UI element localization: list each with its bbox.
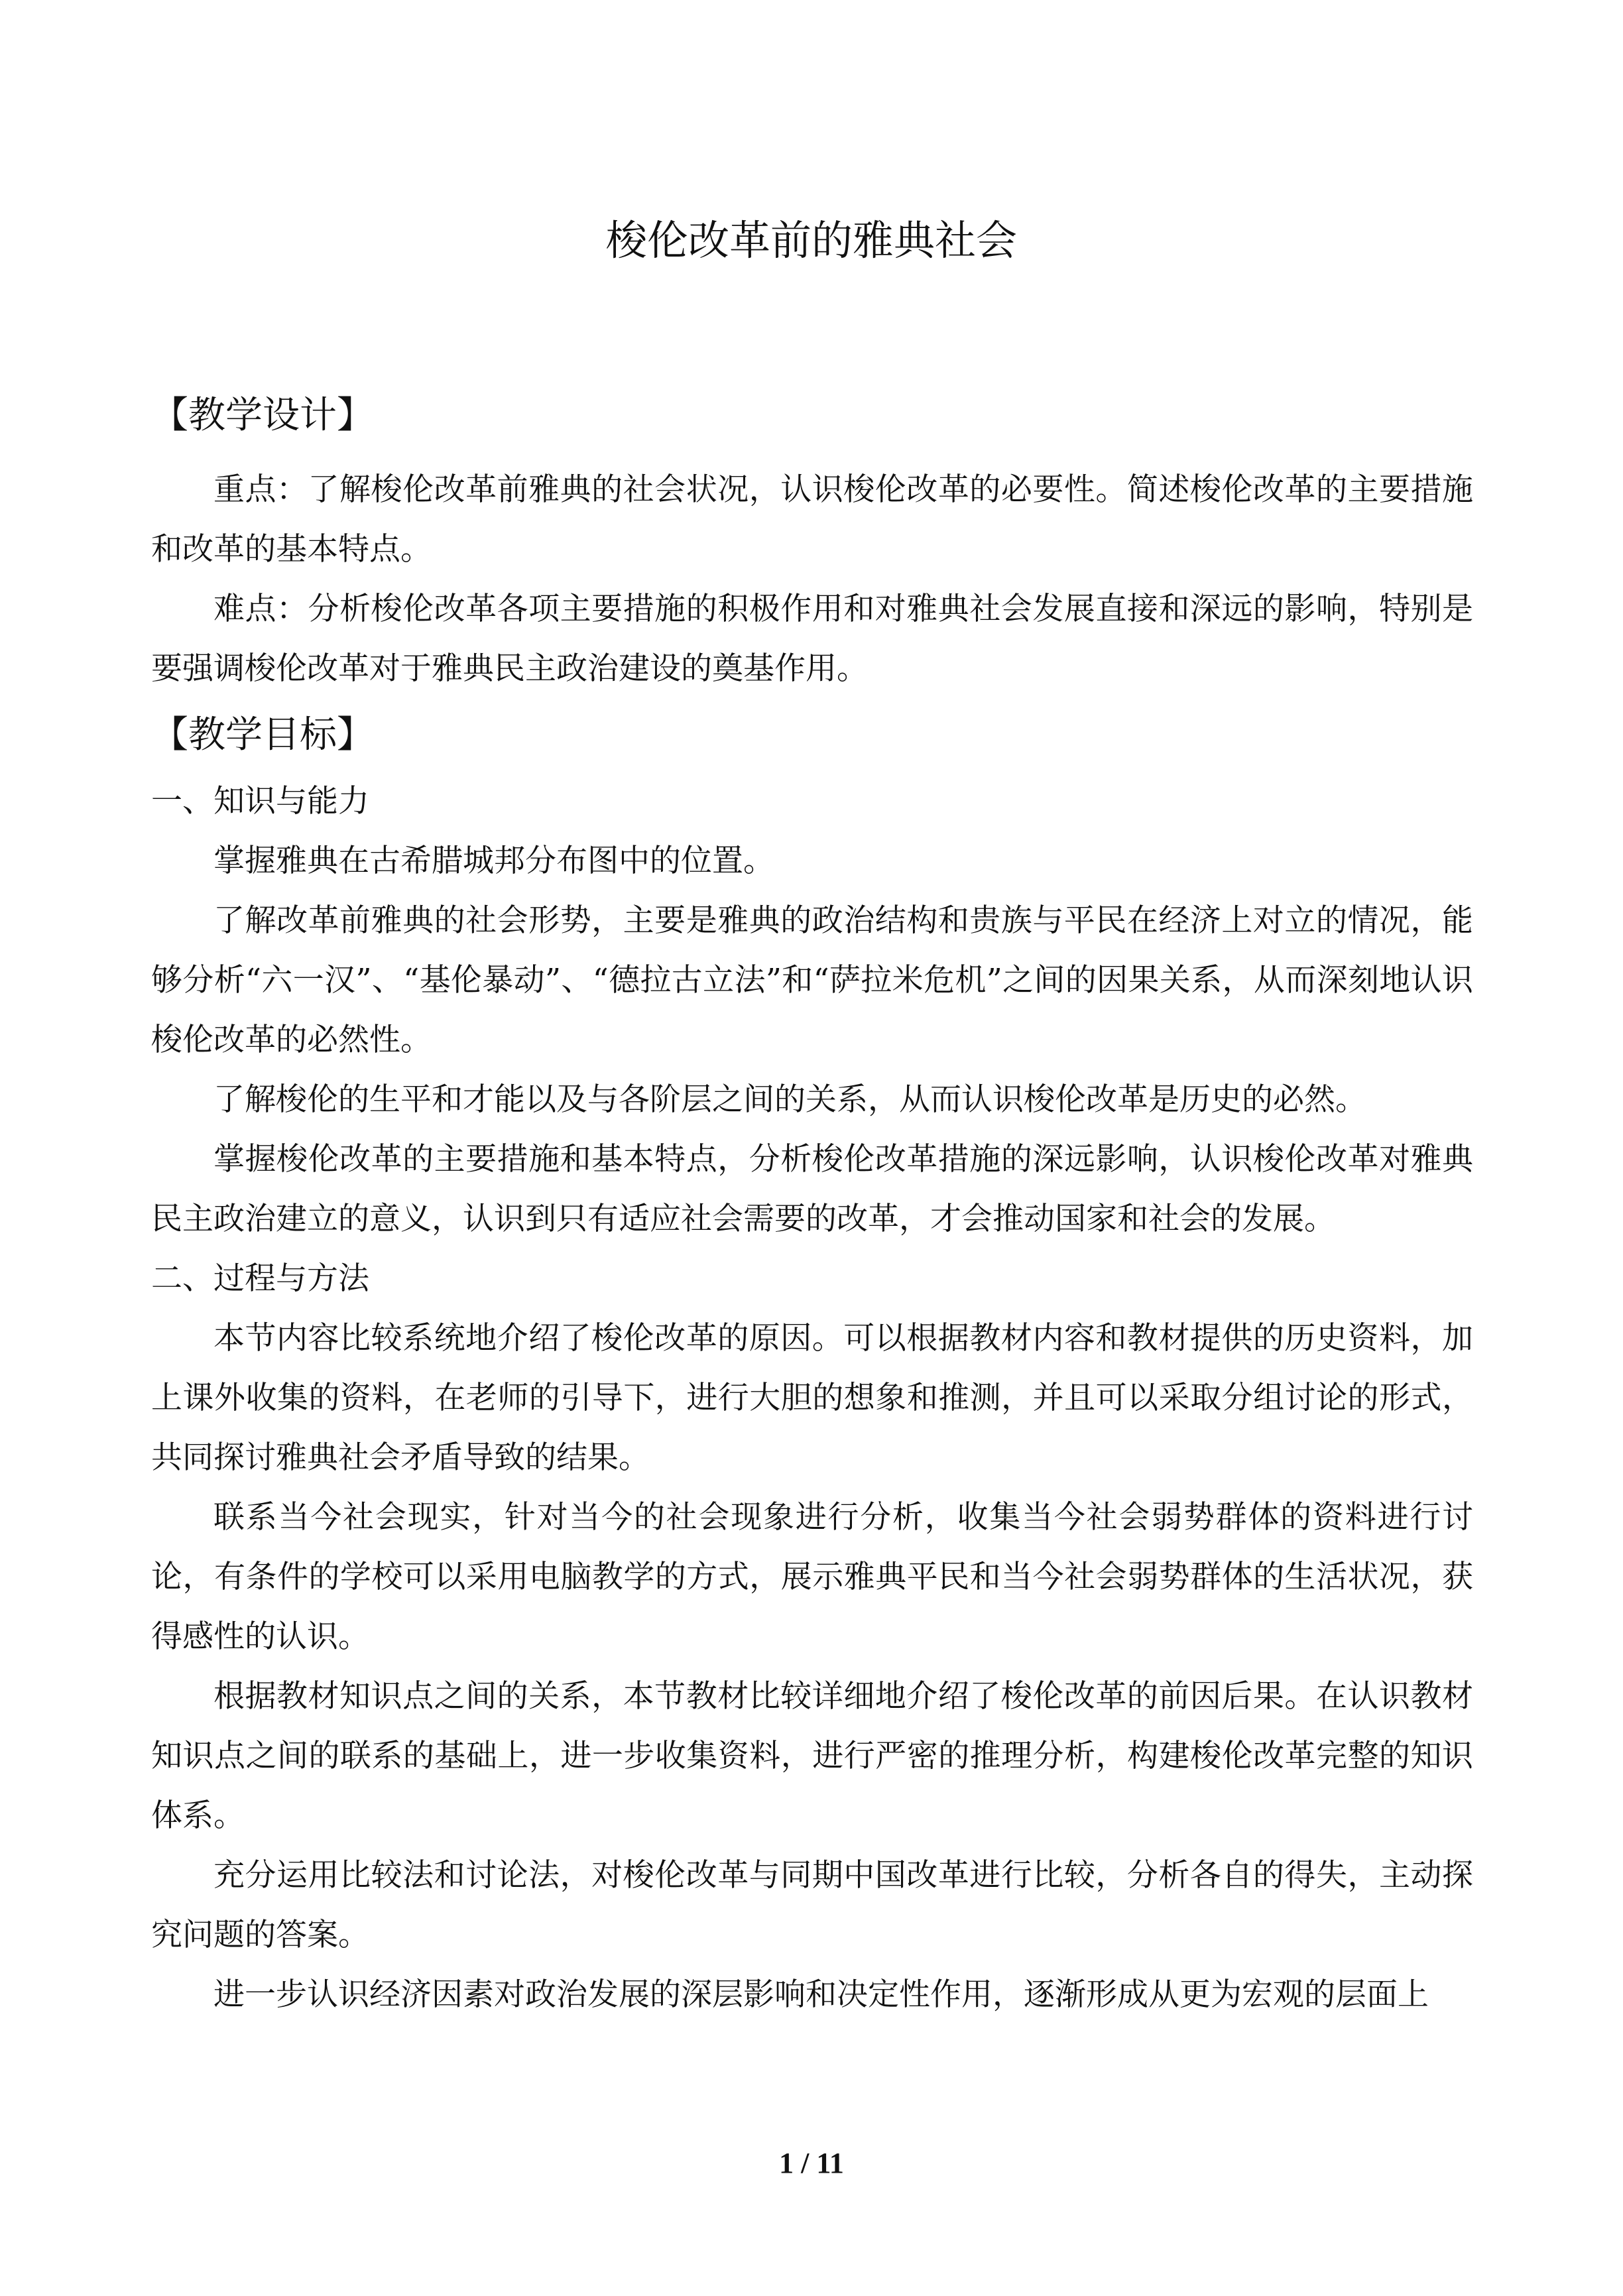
paragraph: 掌握雅典在古希腊城邦分布图中的位置。 <box>213 843 774 879</box>
paragraph-key-points: 重点：了解梭伦改革前雅典的社会状况，认识梭伦改革的必要性。简述梭伦改革的主要措施和改革的基本特点。 <box>151 471 1473 568</box>
subheading-process-method: 二、过程与方法 <box>151 1260 369 1297</box>
paragraph: 联系当今社会现实，针对当今的社会现象进行分析，收集当今社会弱势群体的资料进行讨论，有条件的学校可以采用电脑教学的方式，展示雅典平民和当今社会弱势群体的生活状况，获得感性的认识。 <box>151 1499 1473 1655</box>
spacer <box>151 452 1473 460</box>
paragraph: 充分运用比较法和讨论法，对梭伦改革与同期中国改革进行比较，分析各自的得失，主动探究问题的答案。 <box>151 1857 1473 1953</box>
paragraph: 了解梭伦的生平和才能以及与各阶层之间的关系，从而认识梭伦改革是历史的必然。 <box>213 1081 1366 1118</box>
paragraph: 本节内容比较系统地介绍了梭伦改革的原因。可以根据教材内容和教材提供的历史资料，加上课外收集的资料，在老师的引导下，进行大胆的想象和推测，并且可以采取分组讨论的形式，共同探讨雅典社会矛盾导致的结果。 <box>151 1320 1473 1476</box>
paragraph-difficult-points: 难点：分析梭伦改革各项主要措施的积极作用和对雅典社会发展直接和深远的影响，特别是要强调梭伦改革对于雅典民主政治建设的奠基作用。 <box>151 591 1473 687</box>
paragraph: 根据教材知识点之间的关系，本节教材比较详细地介绍了梭伦改革的前因后果。在认识教材知识点之间的联系的基础上，进一步收集资料，进行严密的推理分析，构建梭伦改革完整的知识体系。 <box>151 1678 1473 1834</box>
page-number: 1 / 11 <box>779 2147 844 2179</box>
document-title: 梭伦改革前的雅典社会 <box>605 216 1017 265</box>
section-heading-teaching-design: 【教学设计】 <box>151 394 374 437</box>
subheading-knowledge-ability: 一、知识与能力 <box>151 783 369 819</box>
document-body <box>151 379 1473 2025</box>
paragraph: 了解改革前雅典的社会形势，主要是雅典的政治结构和贵族与平民在经济上对立的情况，能够分析“六一汉”、“基伦暴动”、“德拉古立法”和“萨拉米危机”之间的因果关系，从而深刻地认识梭伦改革的必然性。 <box>151 902 1473 1058</box>
section-heading-teaching-goals: 【教学目标】 <box>151 713 374 756</box>
paragraph: 进一步认识经济因素对政治发展的深层影响和决定性作用，逐渐形成从更为宏观的层面上 <box>213 1976 1429 2013</box>
paragraph: 掌握梭伦改革的主要措施和基本特点，分析梭伦改革措施的深远影响，认识梭伦改革对雅典民主政治建立的意义，认识到只有适应社会需要的改革，才会推动国家和社会的发展。 <box>151 1141 1473 1237</box>
